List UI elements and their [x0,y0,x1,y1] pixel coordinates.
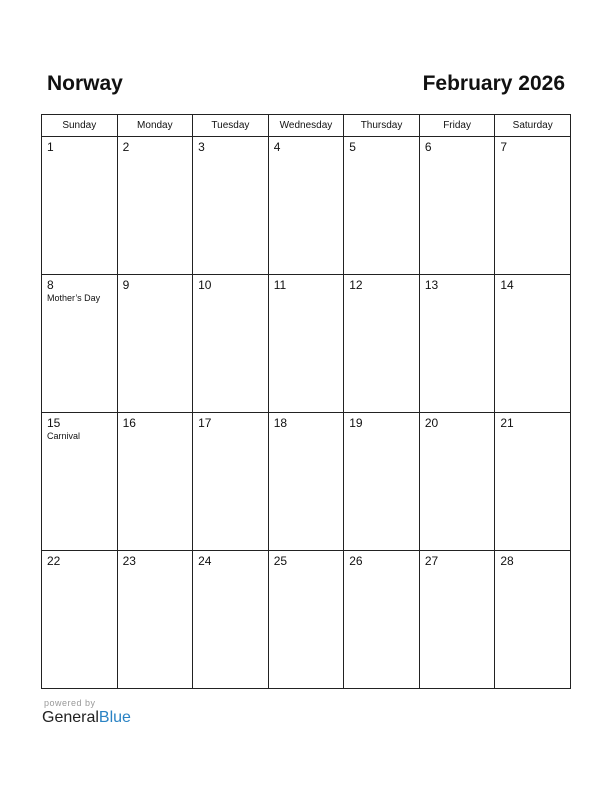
calendar-grid [41,114,571,689]
weekday-wednesday: Wednesday [268,115,344,137]
month-title: February 2026 [422,72,565,95]
day-cell [268,275,344,413]
brand-logo [42,709,131,727]
day-number: 17 [198,416,212,430]
day-number: 5 [349,140,356,154]
day-cell [419,551,495,689]
week-row-2 [42,275,571,413]
day-cell [419,137,495,275]
day-cell [419,275,495,413]
day-number: 9 [122,278,130,292]
weekday-thursday: Thursday [344,115,420,137]
day-number: 11 [273,278,287,292]
day-number: 12 [349,278,363,292]
day-number: 2 [122,140,130,154]
day-cell [419,413,495,551]
powered-by-text: powered by [44,698,96,708]
day-cell [42,413,118,551]
week-row-1 [42,137,571,275]
day-number: 27 [424,554,439,568]
day-cell [193,137,269,275]
weekday-saturday: Saturday [495,115,571,137]
day-number: 20 [424,416,439,430]
day-number: 14 [500,278,514,292]
day-number: 15 [47,416,61,430]
day-cell [344,551,420,689]
day-number: 1 [47,140,54,154]
day-number: 24 [198,554,212,568]
day-cell [42,275,118,413]
day-number: 26 [349,554,363,568]
day-number: 25 [273,554,288,568]
weekday-header-row [42,115,571,137]
day-number: 10 [198,278,212,292]
day-cell [268,413,344,551]
day-cell [495,551,571,689]
day-cell [117,413,193,551]
day-cell [495,137,571,275]
country-title: Norway [47,72,123,95]
day-cell [344,137,420,275]
day-cell [344,413,420,551]
day-number: 16 [122,416,136,430]
week-row-4 [42,551,571,689]
weekday-monday: Monday [117,115,193,137]
day-cell [495,275,571,413]
day-number: 28 [500,554,514,568]
weekday-friday: Friday [419,115,495,137]
day-cell [193,413,269,551]
calendar-header [41,70,571,100]
weekday-tuesday: Tuesday [193,115,269,137]
brand-blue: Blue [98,709,131,726]
day-number: 19 [349,416,363,430]
day-cell [193,275,269,413]
day-cell [42,551,118,689]
day-number: 8 [47,278,54,292]
day-cell [117,275,193,413]
day-number: 21 [500,416,514,430]
brand-general: General [42,709,99,726]
day-number: 4 [273,140,281,154]
day-number: 22 [47,554,61,568]
day-number: 18 [273,416,288,430]
day-cell [42,137,118,275]
day-cell [117,551,193,689]
day-cell [268,137,344,275]
day-cell [344,275,420,413]
footer-brand [42,698,131,727]
day-number: 23 [122,554,136,568]
day-cell [268,551,344,689]
day-cell [193,551,269,689]
day-number: 6 [424,140,432,154]
day-cell [495,413,571,551]
holiday-label: Carnival [47,431,81,441]
weekday-sunday: Sunday [42,115,118,137]
week-row-3 [42,413,571,551]
holiday-label: Mother’s Day [47,293,101,303]
day-number: 3 [198,140,205,154]
day-number: 7 [500,140,508,154]
day-cell [117,137,193,275]
day-number: 13 [424,278,439,292]
